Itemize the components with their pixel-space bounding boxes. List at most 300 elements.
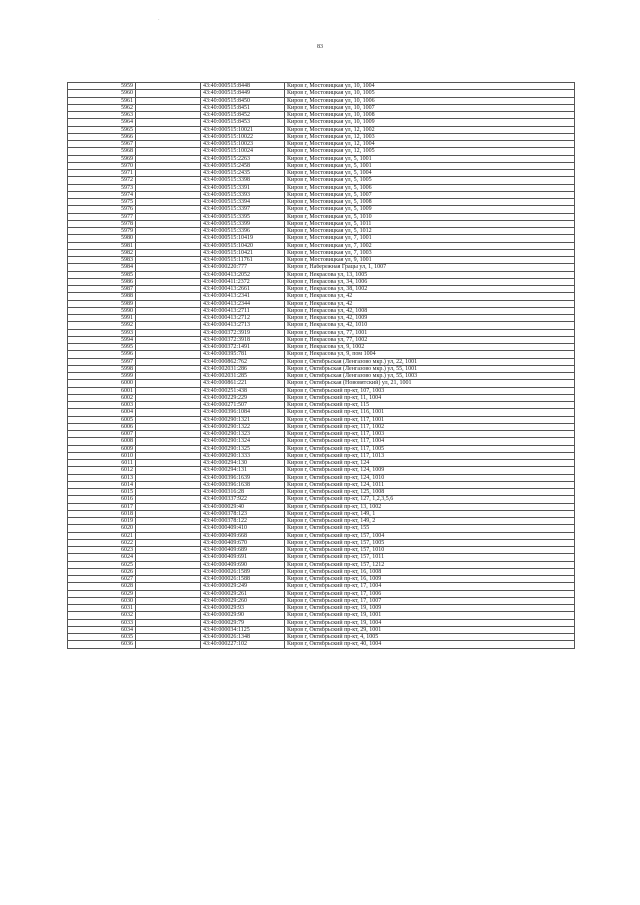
cadastral-number: 43:40:000409:668 [201,532,285,539]
empty-cell [136,503,201,510]
address: Киров г, Мостовицкая ул, 10, 1004 [285,83,575,90]
cadastral-number: 43:40:000290:1324 [201,438,285,445]
address: Киров г, Мостовицкая ул, 10, 1009 [285,119,575,126]
empty-cell [136,220,201,227]
cadastral-number: 43:40:000294:130 [201,460,285,467]
address: Киров г, Октябрьский пр-кт, 107, 1003 [285,387,575,394]
row-number: 5976 [68,206,136,213]
table-row [68,213,575,220]
table-row [68,235,575,242]
empty-cell [136,264,201,271]
table-row [68,358,575,365]
cadastral-number: 43:40:000026:1348 [201,634,285,641]
address: Киров г, Октябрьский пр-кт, 11, 1004 [285,394,575,401]
empty-cell [136,119,201,126]
table-row [68,605,575,612]
empty-cell [136,133,201,140]
empty-cell [136,409,201,416]
row-number: 5973 [68,184,136,191]
table-row [68,90,575,97]
row-number: 5970 [68,162,136,169]
cadastral-number: 43:40:000413:2052 [201,271,285,278]
address: Киров г, Октябрьский пр-кт, 19, 1009 [285,605,575,612]
row-number: 6007 [68,431,136,438]
cadastral-number: 43:40:000515:8451 [201,104,285,111]
row-number: 6022 [68,539,136,546]
row-number: 5991 [68,315,136,322]
empty-cell [136,358,201,365]
table-row [68,344,575,351]
row-number: 5997 [68,358,136,365]
empty-cell [136,626,201,633]
row-number: 5986 [68,278,136,285]
empty-cell [136,590,201,597]
address: Киров г, Октябрьский пр-кт, 17, 1006 [285,590,575,597]
row-number: 5982 [68,249,136,256]
cadastral-number: 43:40:000029:93 [201,605,285,612]
cadastral-number: 43:40:000515:10419 [201,235,285,242]
empty-cell [136,344,201,351]
empty-cell [136,126,201,133]
row-number: 6016 [68,496,136,503]
address: Киров г, Мостовицкая ул, 7, 1003 [285,249,575,256]
empty-cell [136,445,201,452]
empty-cell [136,307,201,314]
empty-cell [136,416,201,423]
cadastral-number: 43:40:000029:40 [201,503,285,510]
cadastral-number: 43:40:000227:102 [201,641,285,648]
row-number: 6021 [68,532,136,539]
row-number: 6032 [68,612,136,619]
row-number: 5965 [68,126,136,133]
cadastral-number: 43:40:002031:286 [201,365,285,372]
cadastral-number: 43:40:000029:79 [201,619,285,626]
cadastral-number: 43:40:000029:249 [201,583,285,590]
empty-cell [136,605,201,612]
table-row [68,271,575,278]
row-number: 6017 [68,503,136,510]
row-number: 5984 [68,264,136,271]
table-row [68,365,575,372]
table-row [68,576,575,583]
table-row [68,162,575,169]
table-row [68,597,575,604]
table-row [68,532,575,539]
cadastral-number: 43:40:000290:1325 [201,445,285,452]
empty-cell [136,641,201,648]
address: Киров г, Октябрьский пр-кт, 13, 1002 [285,503,575,510]
row-number: 6003 [68,402,136,409]
table-row [68,423,575,430]
table-row [68,300,575,307]
table-row [68,119,575,126]
cadastral-number: 43:40:000294:131 [201,467,285,474]
row-number: 5985 [68,271,136,278]
cadastral-number: 43:40:000515:3398 [201,177,285,184]
address: Киров г, Мостовицкая ул, 5, 1010 [285,213,575,220]
table-row [68,329,575,336]
table-row [68,612,575,619]
row-number: 5967 [68,141,136,148]
table-row [68,126,575,133]
address: Киров г, Мостовицкая ул, 5, 1006 [285,184,575,191]
cadastral-number: 43:40:000862:762 [201,358,285,365]
empty-cell [136,206,201,213]
table-row [68,278,575,285]
empty-cell [136,423,201,430]
empty-cell [136,329,201,336]
empty-cell [136,496,201,503]
empty-cell [136,148,201,155]
table-row [68,641,575,648]
row-number: 5988 [68,293,136,300]
table-row [68,583,575,590]
row-number: 6034 [68,626,136,633]
cadastral-number: 43:40:000372:3918 [201,336,285,343]
cadastral-number: 43:40:000251:438 [201,387,285,394]
row-number: 5996 [68,351,136,358]
row-number: 5980 [68,235,136,242]
table-row [68,83,575,90]
address: Киров г, Некрасова ул, 34, 1006 [285,278,575,285]
row-number: 5964 [68,119,136,126]
table-row [68,402,575,409]
cadastral-number: 43:40:000271:507 [201,402,285,409]
address: Киров г, Мостовицкая ул, 5, 1005 [285,177,575,184]
table-row [68,257,575,264]
cadastral-number: 43:40:000515:8453 [201,119,285,126]
cadastral-number: 43:40:000515:8449 [201,90,285,97]
address: Киров г, Мостовицкая ул, 10, 1006 [285,97,575,104]
table-row [68,489,575,496]
row-number: 5972 [68,177,136,184]
empty-cell [136,394,201,401]
empty-cell [136,351,201,358]
cadastral-number: 43:40:000409:670 [201,539,285,546]
empty-cell [136,489,201,496]
address: Киров г, Октябрьский пр-кт, 16, 1009 [285,576,575,583]
cadastral-number: 43:40:000413:2711 [201,307,285,314]
empty-cell [136,547,201,554]
empty-cell [136,612,201,619]
row-number: 6018 [68,510,136,517]
address: Киров г, Некрасова ул, 38, 1002 [285,286,575,293]
empty-cell [136,235,201,242]
table-row [68,445,575,452]
address: Киров г, Мостовицкая ул, 5, 1011 [285,220,575,227]
row-number: 5974 [68,191,136,198]
empty-cell [136,322,201,329]
table-row [68,416,575,423]
empty-cell [136,83,201,90]
empty-cell [136,525,201,532]
row-number: 6033 [68,619,136,626]
cadastral-number: 43:40:000229:229 [201,394,285,401]
address: Киров г, Октябрьский пр-кт, 117, 1013 [285,452,575,459]
row-number: 6036 [68,641,136,648]
row-number: 6019 [68,518,136,525]
address: Киров г, Некрасова ул, 9, пом 1004 [285,351,575,358]
row-number: 5978 [68,220,136,227]
row-number: 6035 [68,634,136,641]
table-row [68,474,575,481]
cadastral-number: 43:40:000515:3396 [201,228,285,235]
address: Киров г, Мостовицкая ул, 7, 1001 [285,235,575,242]
empty-cell [136,481,201,488]
table-row [68,177,575,184]
cadastral-number: 43:40:000029:90 [201,612,285,619]
address: Киров г, Октябрьский пр-кт, 125, 1008 [285,489,575,496]
address: Киров г, Октябрьский пр-кт, 17, 1007 [285,597,575,604]
row-number: 6009 [68,445,136,452]
address: Киров г, Октябрьский пр-кт, 117, 1004 [285,438,575,445]
address: Киров г, Октябрьский пр-кт, 117, 1001 [285,416,575,423]
address: Киров г, Октябрьский пр-кт, 19, 1004 [285,619,575,626]
empty-cell [136,112,201,119]
address: Киров г, Октябрьский пр-кт, 29, 1001 [285,626,575,633]
table-row [68,409,575,416]
table-row [68,496,575,503]
address: Киров г, Октябрьская (Нововятский) ул, 21, 1001 [285,380,575,387]
empty-cell [136,191,201,198]
empty-cell [136,228,201,235]
cadastral-number: 43:40:000515:10021 [201,126,285,133]
table-row [68,626,575,633]
register-table [67,82,575,649]
empty-cell [136,373,201,380]
empty-cell [136,460,201,467]
table-row [68,510,575,517]
address: Киров г, Мостовицкая ул, 5, 1004 [285,170,575,177]
row-number: 5989 [68,300,136,307]
address: Киров г, Мостовицкая ул, 12, 1003 [285,133,575,140]
address: Киров г, Октябрьский пр-кт, 124 [285,460,575,467]
row-number: 6013 [68,474,136,481]
row-number: 5968 [68,148,136,155]
row-number: 6027 [68,576,136,583]
cadastral-number: 43:40:000515:8448 [201,83,285,90]
table-row [68,438,575,445]
table-row [68,561,575,568]
empty-cell [136,249,201,256]
address: Киров г, Октябрьский пр-кт, 127, 1,2,3,5,6 [285,496,575,503]
empty-cell [136,199,201,206]
cadastral-number: 43:40:000515:10420 [201,242,285,249]
table-row [68,264,575,271]
address: Киров г, Октябрьский пр-кт, 116, 1001 [285,409,575,416]
empty-cell [136,104,201,111]
row-number: 5975 [68,199,136,206]
table-row [68,503,575,510]
cadastral-number: 43:40:000515:2458 [201,162,285,169]
address: Киров г, Мостовицкая ул, 5, 1009 [285,206,575,213]
address: Киров г, Мостовицкая ул, 5, 1001 [285,155,575,162]
address: Киров г, Октябрьская (Ленгазово мкр.) ул, 22, 1001 [285,358,575,365]
page-number: 83 [317,44,323,50]
address: Киров г, Октябрьский пр-кт, 40, 1004 [285,641,575,648]
empty-cell [136,213,201,220]
address: Киров г, Мостовицкая ул, 10, 1005 [285,90,575,97]
cadastral-number: 43:40:000413:2661 [201,286,285,293]
empty-cell [136,474,201,481]
address: Киров г, Октябрьский пр-кт, 157, 1004 [285,532,575,539]
row-number: 6005 [68,416,136,423]
empty-cell [136,184,201,191]
table-row [68,518,575,525]
cadastral-number: 43:40:000034:1125 [201,626,285,633]
row-number: 6006 [68,423,136,430]
empty-cell [136,561,201,568]
address: Киров г, Октябрьский пр-кт, 117, 1005 [285,445,575,452]
cadastral-number: 43:40:000029:260 [201,597,285,604]
row-number: 6028 [68,583,136,590]
address: Киров г, Октябрьский пр-кт, 124, 1010 [285,474,575,481]
address: Киров г, Октябрьский пр-кт, 157, 1005 [285,539,575,546]
table-row [68,539,575,546]
empty-cell [136,155,201,162]
cadastral-number: 43:40:000413:2344 [201,300,285,307]
cadastral-number: 43:40:000413:2712 [201,315,285,322]
cadastral-number: 43:40:000395:781 [201,351,285,358]
cadastral-number: 43:40:000029:261 [201,590,285,597]
address: Киров г, Некрасова ул, 77, 1002 [285,336,575,343]
empty-cell [136,576,201,583]
empty-cell [136,170,201,177]
empty-cell [136,315,201,322]
row-number: 5993 [68,329,136,336]
table-row [68,380,575,387]
table-row [68,460,575,467]
empty-cell [136,532,201,539]
empty-cell [136,619,201,626]
table-row [68,590,575,597]
table-row [68,525,575,532]
cadastral-number: 43:40:000409:691 [201,554,285,561]
table-row [68,104,575,111]
row-number: 5981 [68,242,136,249]
row-number: 5969 [68,155,136,162]
row-number: 6012 [68,467,136,474]
row-number: 5960 [68,90,136,97]
empty-cell [136,539,201,546]
cadastral-number: 43:40:000515:10421 [201,249,285,256]
row-number: 6008 [68,438,136,445]
row-number: 5971 [68,170,136,177]
cadastral-number: 43:40:000316:28 [201,489,285,496]
address: Киров г, Набережная Грацы ул, 1, 1007 [285,264,575,271]
row-number: 5983 [68,257,136,264]
row-number: 6011 [68,460,136,467]
row-number: 6029 [68,590,136,597]
empty-cell [136,365,201,372]
empty-cell [136,597,201,604]
register-body [68,83,575,649]
address: Киров г, Мостовицкая ул, 10, 1007 [285,104,575,111]
address: Киров г, Мостовицкая ул, 12, 1005 [285,148,575,155]
cadastral-number: 43:40:000515:3395 [201,213,285,220]
address: Киров г, Октябрьский пр-кт, 157, 1212 [285,561,575,568]
address: Киров г, Октябрьский пр-кт, 149, 2 [285,518,575,525]
address: Киров г, Октябрьская (Ленгазово мкр.) ул, 55, 1003 [285,373,575,380]
row-number: 5995 [68,344,136,351]
address: Киров г, Некрасова ул, 42 [285,293,575,300]
address: Киров г, Мостовицкая ул, 5, 1008 [285,199,575,206]
table-row [68,228,575,235]
row-number: 5999 [68,373,136,380]
address: Киров г, Октябрьский пр-кт, 16, 1008 [285,568,575,575]
empty-cell [136,380,201,387]
cadastral-number: 43:40:000409:690 [201,561,285,568]
address: Киров г, Мостовицкая ул, 9, 1001 [285,257,575,264]
cadastral-number: 43:40:000515:8452 [201,112,285,119]
table-row [68,184,575,191]
row-number: 5961 [68,97,136,104]
address: Киров г, Мостовицкая ул, 5, 1012 [285,228,575,235]
table-row [68,452,575,459]
table-row [68,619,575,626]
row-number: 5959 [68,83,136,90]
table-row [68,286,575,293]
cadastral-number: 43:40:000409:410 [201,525,285,532]
row-number: 6001 [68,387,136,394]
cadastral-number: 43:40:000337:922 [201,496,285,503]
cadastral-number: 43:40:000409:689 [201,547,285,554]
cadastral-number: 43:40:000372:1491 [201,344,285,351]
cadastral-number: 43:40:000515:2435 [201,170,285,177]
table-row [68,191,575,198]
address: Киров г, Октябрьский пр-кт, 124, 1011 [285,481,575,488]
table-row [68,336,575,343]
table-row [68,387,575,394]
row-number: 6023 [68,547,136,554]
address: Киров г, Октябрьский пр-кт, 124, 1009 [285,467,575,474]
cadastral-number: 43:40:000515:8450 [201,97,285,104]
cadastral-number: 43:40:000378:122 [201,518,285,525]
cadastral-number: 43:40:000396:1084 [201,409,285,416]
table-row [68,547,575,554]
empty-cell [136,271,201,278]
address: Киров г, Некрасова ул, 13, 1005 [285,271,575,278]
row-number: 5987 [68,286,136,293]
table-row [68,199,575,206]
row-number: 6020 [68,525,136,532]
empty-cell [136,467,201,474]
empty-cell [136,242,201,249]
empty-cell [136,634,201,641]
address: Киров г, Октябрьский пр-кт, 149, 1 [285,510,575,517]
cadastral-number: 43:40:000515:10024 [201,148,285,155]
address: Киров г, Октябрьский пр-кт, 17, 1004 [285,583,575,590]
address: Киров г, Октябрьская (Ленгазово мкр.) ул, 55, 1001 [285,365,575,372]
address: Киров г, Некрасова ул, 42, 1008 [285,307,575,314]
table-row [68,431,575,438]
cadastral-number: 43:40:000411:2372 [201,278,285,285]
row-number: 6026 [68,568,136,575]
table-row [68,148,575,155]
empty-cell [136,402,201,409]
row-number: 6000 [68,380,136,387]
cadastral-number: 43:40:000515:3397 [201,206,285,213]
table-row [68,206,575,213]
address: Киров г, Мостовицкая ул, 5, 1001 [285,162,575,169]
cadastral-number: 43:40:000378:123 [201,510,285,517]
empty-cell [136,286,201,293]
cadastral-number: 43:40:000396:1638 [201,481,285,488]
table-row [68,634,575,641]
address: Киров г, Некрасова ул, 42, 1009 [285,315,575,322]
table-row [68,249,575,256]
address: Киров г, Мостовицкая ул, 7, 1002 [285,242,575,249]
